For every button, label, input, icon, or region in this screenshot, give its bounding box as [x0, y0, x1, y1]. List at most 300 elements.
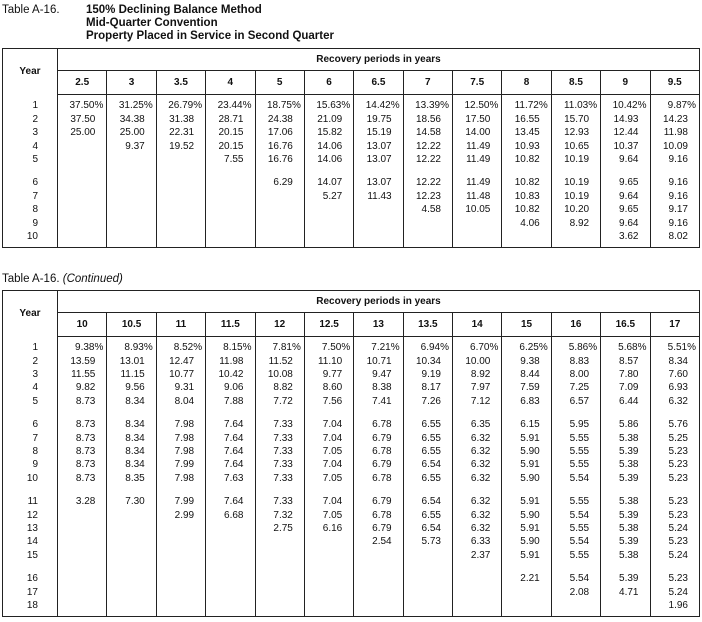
rate-cell: 8.57 — [601, 354, 650, 367]
rate-cell: 5.38 — [601, 495, 650, 508]
rate-cell: 10.20 — [551, 203, 600, 216]
table-row — [3, 112, 700, 125]
period-header-8: 8 — [502, 71, 551, 95]
rate-cell: 12.22 — [403, 139, 452, 152]
rate-cell — [255, 599, 304, 612]
table-row — [3, 216, 700, 229]
year-cell: 12 — [26, 509, 38, 521]
rate-cell: 18.75% — [255, 99, 304, 112]
table-row — [3, 508, 700, 521]
rate-cell: 11.98 — [650, 126, 700, 139]
table-row — [3, 548, 700, 561]
rate-cell: 6.29 — [255, 176, 304, 189]
rate-cell: 10.00 — [453, 354, 502, 367]
year-cell: 9 — [32, 459, 38, 471]
rate-cell — [255, 535, 304, 548]
period-header-6.5: 6.5 — [354, 71, 403, 95]
rate-cell — [58, 230, 107, 243]
row-spacer — [3, 243, 700, 248]
table-row — [3, 445, 700, 458]
rate-cell: 10.82 — [502, 176, 551, 189]
period-header-17: 17 — [650, 312, 700, 336]
continued-title — [2, 273, 700, 286]
rate-cell: 10.93 — [502, 139, 551, 152]
rate-cell: 5.23 — [650, 508, 700, 521]
rate-cell — [58, 522, 107, 535]
year-cell: 6 — [32, 177, 38, 189]
rate-cell: 8.34 — [650, 354, 700, 367]
period-header-12.5: 12.5 — [304, 312, 353, 336]
rate-cell — [255, 203, 304, 216]
rate-cell: 5.24 — [650, 522, 700, 535]
rate-cell: 7.33 — [255, 445, 304, 458]
year-cell: 13 — [26, 522, 38, 534]
rate-cell: 7.30 — [107, 495, 156, 508]
rate-cell: 11.72% — [502, 99, 551, 112]
rate-cell: 10.82 — [502, 153, 551, 166]
rate-cell: 8.38 — [354, 381, 403, 394]
table-row — [3, 431, 700, 444]
rate-cell — [107, 548, 156, 561]
rate-cell: 6.55 — [403, 508, 452, 521]
rate-cell: 7.32 — [255, 508, 304, 521]
rate-cell: 8.60 — [304, 381, 353, 394]
rate-cell — [403, 548, 452, 561]
rate-cell: 7.64 — [206, 418, 255, 431]
table-header — [3, 49, 700, 95]
table-row — [3, 203, 700, 216]
rate-cell: 5.24 — [650, 548, 700, 561]
table-label: Table A-16. — [2, 4, 60, 16]
rate-cell: 8.73 — [58, 394, 107, 407]
rate-cell: 15.19 — [354, 126, 403, 139]
title-line-method: 150% Declining Balance Method — [86, 4, 262, 16]
continued-suffix: (Continued) — [62, 272, 123, 285]
rate-cell: 7.98 — [156, 431, 205, 444]
rate-cell: 10.37 — [601, 139, 650, 152]
rate-cell: 11.49 — [453, 153, 502, 166]
rate-cell — [107, 230, 156, 243]
rate-cell: 12.44 — [601, 126, 650, 139]
rate-cell: 5.86 — [601, 418, 650, 431]
rate-cell — [255, 216, 304, 229]
year-cell: 2 — [32, 113, 38, 125]
rate-cell: 7.63 — [206, 471, 255, 484]
rate-cell: 6.54 — [403, 458, 452, 471]
rate-cell — [156, 189, 205, 202]
rate-cell — [156, 572, 205, 585]
rate-cell: 8.92 — [453, 368, 502, 381]
rate-cell: 9.38 — [502, 354, 551, 367]
year-cell: 4 — [32, 140, 38, 152]
rate-cell: 6.70% — [453, 341, 502, 354]
rate-cell: 5.54 — [551, 535, 600, 548]
rate-cell: 7.33 — [255, 458, 304, 471]
table-row — [3, 572, 700, 585]
rate-cell: 31.38 — [156, 112, 205, 125]
document-title — [2, 4, 700, 43]
rate-cell — [58, 139, 107, 152]
rate-cell — [107, 585, 156, 598]
table-row — [3, 368, 700, 381]
rate-cell — [551, 599, 600, 612]
rate-cell: 8.34 — [107, 431, 156, 444]
rate-cell: 9.16 — [650, 189, 700, 202]
rate-cell: 5.55 — [551, 522, 600, 535]
year-cell: 4 — [32, 382, 38, 394]
rate-cell: 8.52% — [156, 341, 205, 354]
rate-cell: 21.09 — [304, 112, 353, 125]
rate-cell: 9.47 — [354, 368, 403, 381]
rate-cell: 10.42% — [601, 99, 650, 112]
rate-cell: 10.19 — [551, 153, 600, 166]
rate-cell: 7.33 — [255, 471, 304, 484]
rate-cell — [156, 216, 205, 229]
rate-cell — [502, 585, 551, 598]
rate-cell — [156, 176, 205, 189]
rate-cell: 10.09 — [650, 139, 700, 152]
rate-cell: 24.38 — [255, 112, 304, 125]
rate-cell — [156, 599, 205, 612]
rate-cell: 6.93 — [650, 381, 700, 394]
rate-cell: 5.55 — [551, 458, 600, 471]
rate-cell — [502, 599, 551, 612]
rate-cell: 25.00 — [107, 126, 156, 139]
rate-cell — [255, 572, 304, 585]
rate-cell — [354, 572, 403, 585]
rate-cell: 6.54 — [403, 522, 452, 535]
table-row — [3, 176, 700, 189]
rate-cell: 7.64 — [206, 431, 255, 444]
table-row — [3, 418, 700, 431]
rate-cell: 15.70 — [551, 112, 600, 125]
rate-cell: 6.32 — [453, 495, 502, 508]
rate-cell: 6.57 — [551, 394, 600, 407]
rate-cell: 2.54 — [354, 535, 403, 548]
rate-cell: 4.71 — [601, 585, 650, 598]
rate-cell: 5.55 — [551, 495, 600, 508]
rate-cell: 6.83 — [502, 394, 551, 407]
rate-cell: 4.58 — [403, 203, 452, 216]
rate-cell: 5.51% — [650, 341, 700, 354]
table-row — [3, 341, 700, 354]
rate-cell: 7.05 — [304, 445, 353, 458]
year-cell: 16 — [26, 573, 38, 585]
rate-cell: 18.56 — [403, 112, 452, 125]
rate-cell: 14.42% — [354, 99, 403, 112]
rate-cell: 10.83 — [502, 189, 551, 202]
rate-cell: 5.39 — [601, 572, 650, 585]
rate-cell: 11.10 — [304, 354, 353, 367]
period-header-11.5: 11.5 — [206, 312, 255, 336]
rate-cell: 11.43 — [354, 189, 403, 202]
rate-cell: 19.75 — [354, 112, 403, 125]
rate-cell: 8.17 — [403, 381, 452, 394]
rate-cell: 6.25% — [502, 341, 551, 354]
rate-cell: 7.88 — [206, 394, 255, 407]
rate-cell — [58, 548, 107, 561]
rate-cell: 8.35 — [107, 471, 156, 484]
rate-cell: 12.93 — [551, 126, 600, 139]
rate-cell: 7.56 — [304, 394, 353, 407]
rate-cell — [206, 216, 255, 229]
rate-cell: 5.39 — [601, 508, 650, 521]
rate-cell: 7.64 — [206, 458, 255, 471]
period-header-2.5: 2.5 — [58, 71, 107, 95]
year-cell: 7 — [32, 190, 38, 202]
rate-cell — [58, 176, 107, 189]
rate-cell: 5.86% — [551, 341, 600, 354]
rate-cell: 5.95 — [551, 418, 600, 431]
rate-cell — [354, 548, 403, 561]
rate-cell: 8.34 — [107, 458, 156, 471]
rate-cell: 7.98 — [156, 445, 205, 458]
rate-cell — [206, 522, 255, 535]
period-header-15: 15 — [502, 312, 551, 336]
rate-cell: 7.60 — [650, 368, 700, 381]
rate-cell: 5.90 — [502, 508, 551, 521]
rate-cell: 11.15 — [107, 368, 156, 381]
rate-cell: 7.26 — [403, 394, 452, 407]
rate-cell: 10.08 — [255, 368, 304, 381]
rate-cell: 11.55 — [58, 368, 107, 381]
rate-cell — [107, 216, 156, 229]
rate-cell: 31.25% — [107, 99, 156, 112]
rate-cell: 7.04 — [304, 418, 353, 431]
rate-cell — [156, 230, 205, 243]
rate-cell: 10.71 — [354, 354, 403, 367]
rate-cell: 7.98 — [156, 471, 205, 484]
year-cell: 14 — [26, 536, 38, 548]
year-cell: 10 — [26, 472, 38, 484]
rate-cell — [206, 203, 255, 216]
rate-cell: 10.42 — [206, 368, 255, 381]
period-header-4: 4 — [206, 71, 255, 95]
rate-cell — [403, 585, 452, 598]
rate-cell: 7.21% — [354, 341, 403, 354]
depreciation-table-part1 — [2, 48, 700, 248]
period-header-12: 12 — [255, 312, 304, 336]
rate-cell — [107, 572, 156, 585]
rate-cell — [304, 548, 353, 561]
rate-cell — [601, 599, 650, 612]
year-column-header: Year — [3, 290, 58, 336]
rate-cell: 8.04 — [156, 394, 205, 407]
rate-cell: 9.37 — [107, 139, 156, 152]
rate-cell — [206, 176, 255, 189]
rate-cell: 6.32 — [453, 508, 502, 521]
rate-cell: 11.98 — [206, 354, 255, 367]
period-header-6: 6 — [304, 71, 353, 95]
rate-cell: 8.34 — [107, 445, 156, 458]
rate-cell: 5.23 — [650, 471, 700, 484]
rate-cell: 2.99 — [156, 508, 205, 521]
rate-cell: 8.93% — [107, 341, 156, 354]
rate-cell: 10.77 — [156, 368, 205, 381]
rate-cell: 2.37 — [453, 548, 502, 561]
rate-cell: 14.06 — [304, 139, 353, 152]
rate-cell: 5.38 — [601, 431, 650, 444]
year-cell: 3 — [32, 127, 38, 139]
rate-cell: 8.73 — [58, 471, 107, 484]
rate-cell: 8.92 — [551, 216, 600, 229]
rate-cell: 5.23 — [650, 495, 700, 508]
rate-cell: 9.06 — [206, 381, 255, 394]
rate-cell — [156, 585, 205, 598]
continued-table-label: Table A-16. — [2, 272, 60, 285]
period-header-10: 10 — [58, 312, 107, 336]
rate-cell — [107, 535, 156, 548]
rate-cell — [156, 153, 205, 166]
rate-cell: 8.73 — [58, 431, 107, 444]
rate-cell — [58, 508, 107, 521]
rate-cell: 5.91 — [502, 548, 551, 561]
rate-cell: 11.52 — [255, 354, 304, 367]
rate-cell — [255, 585, 304, 598]
rate-cell — [58, 203, 107, 216]
year-cell: 17 — [26, 586, 38, 598]
rate-cell: 7.72 — [255, 394, 304, 407]
rate-cell: 7.50% — [304, 341, 353, 354]
rate-cell: 8.44 — [502, 368, 551, 381]
rate-cell: 12.47 — [156, 354, 205, 367]
period-header-9.5: 9.5 — [650, 71, 700, 95]
rate-cell — [354, 230, 403, 243]
rate-cell: 7.33 — [255, 418, 304, 431]
recovery-periods-header: Recovery periods in years — [58, 290, 700, 312]
rate-cell: 8.73 — [58, 418, 107, 431]
rate-cell: 11.49 — [453, 176, 502, 189]
rate-cell: 8.73 — [58, 458, 107, 471]
rate-cell — [58, 535, 107, 548]
table-row — [3, 599, 700, 612]
table-row — [3, 458, 700, 471]
rate-cell — [156, 535, 205, 548]
rate-cell: 5.27 — [304, 189, 353, 202]
year-cell: 5 — [32, 153, 38, 165]
row-spacer — [3, 485, 700, 495]
year-cell: 7 — [32, 432, 38, 444]
rate-cell: 13.59 — [58, 354, 107, 367]
rate-cell: 12.23 — [403, 189, 452, 202]
rate-cell: 7.64 — [206, 495, 255, 508]
rate-cell: 13.07 — [354, 139, 403, 152]
rate-cell: 6.79 — [354, 458, 403, 471]
rate-cell — [453, 585, 502, 598]
rate-cell — [304, 230, 353, 243]
rate-cell — [206, 548, 255, 561]
rate-cell: 12.22 — [403, 176, 452, 189]
period-header-5: 5 — [255, 71, 304, 95]
rate-cell: 20.15 — [206, 126, 255, 139]
rate-cell: 6.55 — [403, 445, 452, 458]
rate-cell: 7.05 — [304, 508, 353, 521]
rate-cell — [354, 203, 403, 216]
rate-cell: 5.91 — [502, 458, 551, 471]
rate-cell: 5.38 — [601, 548, 650, 561]
rate-cell: 7.99 — [156, 495, 205, 508]
rate-cell: 28.71 — [206, 112, 255, 125]
rate-cell: 13.39% — [403, 99, 452, 112]
rate-cell: 6.32 — [453, 431, 502, 444]
year-cell: 2 — [32, 355, 38, 367]
rate-cell: 5.38 — [601, 522, 650, 535]
period-header-3.5: 3.5 — [156, 71, 205, 95]
rate-cell — [58, 572, 107, 585]
rate-cell: 5.91 — [502, 522, 551, 535]
rate-cell: 6.55 — [403, 471, 452, 484]
rate-cell: 5.90 — [502, 445, 551, 458]
rate-cell: 11.48 — [453, 189, 502, 202]
period-header-14: 14 — [453, 312, 502, 336]
rate-cell — [156, 548, 205, 561]
rate-cell: 2.21 — [502, 572, 551, 585]
rate-cell — [107, 522, 156, 535]
table-row — [3, 585, 700, 598]
rate-cell: 5.23 — [650, 445, 700, 458]
table-row — [3, 354, 700, 367]
rate-cell: 7.59 — [502, 381, 551, 394]
period-header-16: 16 — [551, 312, 600, 336]
rate-cell — [551, 230, 600, 243]
rate-cell: 7.09 — [601, 381, 650, 394]
rate-cell: 5.73 — [403, 535, 452, 548]
rate-cell: 7.04 — [304, 431, 353, 444]
table-row — [3, 495, 700, 508]
rate-cell: 7.80 — [601, 368, 650, 381]
depreciation-table-part2 — [2, 290, 700, 617]
rate-cell — [304, 203, 353, 216]
table-row — [3, 381, 700, 394]
table-row — [3, 189, 700, 202]
rate-cell: 9.87% — [650, 99, 700, 112]
rate-cell — [107, 508, 156, 521]
rate-cell: 15.63% — [304, 99, 353, 112]
rate-cell: 5.90 — [502, 535, 551, 548]
table-row — [3, 394, 700, 407]
table-row — [3, 126, 700, 139]
rate-cell — [58, 189, 107, 202]
rate-cell: 8.82 — [255, 381, 304, 394]
table-row — [3, 471, 700, 484]
period-header-7: 7 — [403, 71, 452, 95]
rate-cell: 5.76 — [650, 418, 700, 431]
year-cell: 15 — [26, 549, 38, 561]
rate-cell: 10.19 — [551, 189, 600, 202]
rate-cell: 14.07 — [304, 176, 353, 189]
rate-cell: 7.98 — [156, 418, 205, 431]
rate-cell: 23.44% — [206, 99, 255, 112]
rate-cell: 5.39 — [601, 471, 650, 484]
rate-cell — [107, 176, 156, 189]
rate-cell: 9.19 — [403, 368, 452, 381]
rate-cell: 9.64 — [601, 153, 650, 166]
rate-cell: 7.12 — [453, 394, 502, 407]
rate-cell: 11.49 — [453, 139, 502, 152]
rate-cell: 6.94% — [403, 341, 452, 354]
period-header-16.5: 16.5 — [601, 312, 650, 336]
rate-cell: 9.17 — [650, 203, 700, 216]
rate-cell: 8.83 — [551, 354, 600, 367]
rate-cell: 12.22 — [403, 153, 452, 166]
rate-cell — [206, 599, 255, 612]
year-cell: 8 — [32, 446, 38, 458]
rate-cell: 10.34 — [403, 354, 452, 367]
rate-cell: 16.76 — [255, 139, 304, 152]
rate-cell: 8.34 — [107, 394, 156, 407]
rate-cell — [58, 216, 107, 229]
rate-cell: 14.06 — [304, 153, 353, 166]
